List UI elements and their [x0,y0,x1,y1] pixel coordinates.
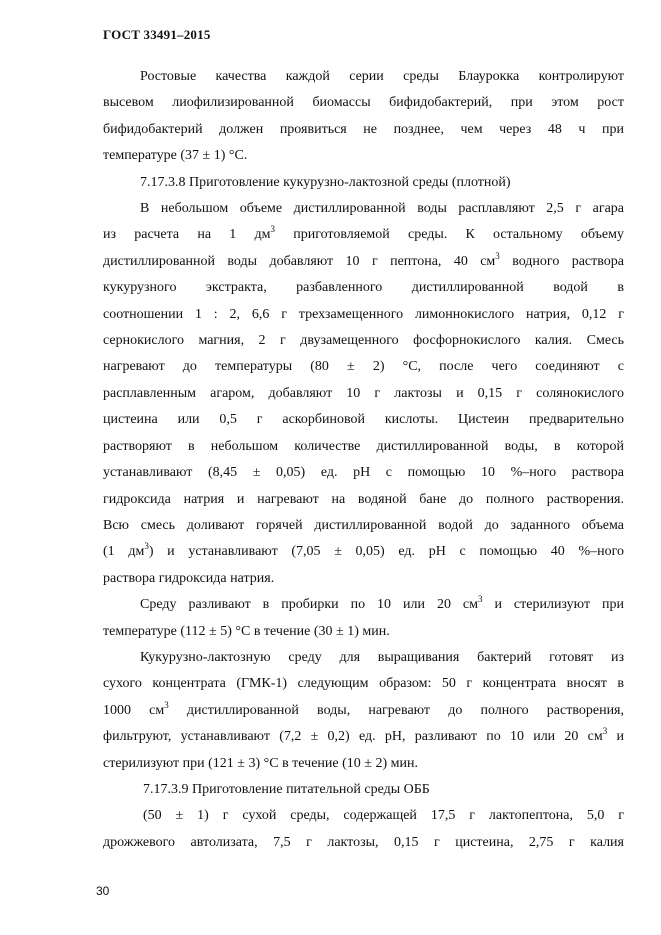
document-body [103,64,624,856]
text-line: соотношении 1 : 2, 6,6 г трехзамещенного лимоннокислого натрия, 0,12 г [103,306,624,322]
document-header: ГОСТ 33491–2015 [103,27,211,42]
text-line: устанавливают (8,45 ± 0,05) ед. рН с помощью 10 %–ного раствора [103,465,624,481]
text-line: температуре (37 ± 1) °С. [103,148,248,164]
text-line: (1 $дм^3$) и устанавливают (7,05 ± 0,05) ед. рН с помощью 40 %–ного [103,541,624,560]
text-line: Всю смесь доливают горячей дистиллированной водой до заданного объема [103,517,624,533]
text-line: расплавленным агаром, добавляют 10 г лактозы и 0,15 г солянокислого [103,385,624,401]
text-line: бифидобактерий должен проявиться не позднее, чем через 48 ч при [103,121,624,137]
section-heading: 7.17.3.8 Приготовление кукурузно-лактозной среды (плотной) [140,174,511,190]
text-line: (50 ± 1) г сухой среды, содержащей 17,5 г лактопептона, 5,0 г [143,808,624,824]
text-line: 1000 $см^3$ дистиллированной воды, нагревают до полного растворения, [103,699,625,718]
text-line: нагревают до температуры (80 ± 2) °С, после чего соединяют с [103,359,624,375]
text-line: фильтруют, устанавливают (7,2 ± 0,2) ед. рН, разливают по 10 или 20 $см^3$ и [103,726,624,745]
text-line: В небольшом объеме дистиллированной воды расплавляют 2,5 г агара [140,201,624,217]
text-line: раствора гидроксида натрия. [103,570,275,586]
text-line: гидроксида натрия и нагревают на водяной бане до полного растворения. [103,491,624,507]
page-number: 30 [96,884,110,898]
section-heading: 7.17.3.9 Приготовление питательной среды ОББ [143,781,430,797]
text-line: кукурузного экстракта, разбавленного дистиллированной водой в [103,280,624,296]
text-line: Кукурузно-лактозную среду для выращивания бактерий готовят из [140,649,624,665]
text-line: Среду разливают в пробирки по 10 или 20 $см^3$ и стерилизуют при [140,594,625,613]
text-line: высевом лиофилизированной биомассы бифидобактерий, при этом рост [103,95,624,111]
text-line: растворяют в небольшом количестве дистиллированной воды, в которой [103,438,624,454]
text-line: стерилизуют при (121 ± 3) °С в течение (10 ± 2) мин. [103,755,418,771]
text-line: сухого концентрата (ГМК-1) следующим образом: 50 г концентрата вносят в [103,676,624,692]
text-line: дистиллированной воды добавляют 10 г пептона, 40 $см^3$ водного раствора [103,250,624,269]
text-line: дрожжевого автолизата, 7,5 г лактозы, 0,15 г цистеина, 2,75 г калия [103,834,624,850]
text-line: цистеина или 0,5 г аскорбиновой кислоты. Цистеин предварительно [103,412,624,428]
text-line: температуре (112 ± 5) °С в течение (30 ± 1) мин. [103,623,390,639]
text-line: Ростовые качества каждой серии среды Блаурокка контролируют [140,69,624,84]
text-line: из расчета на 1 $дм^3$ приготовляемой среды. К остальному объему [103,224,624,243]
text-line: сернокислого магния, 2 г двузамещенного фосфорнокислого калия. Смесь [103,333,624,349]
